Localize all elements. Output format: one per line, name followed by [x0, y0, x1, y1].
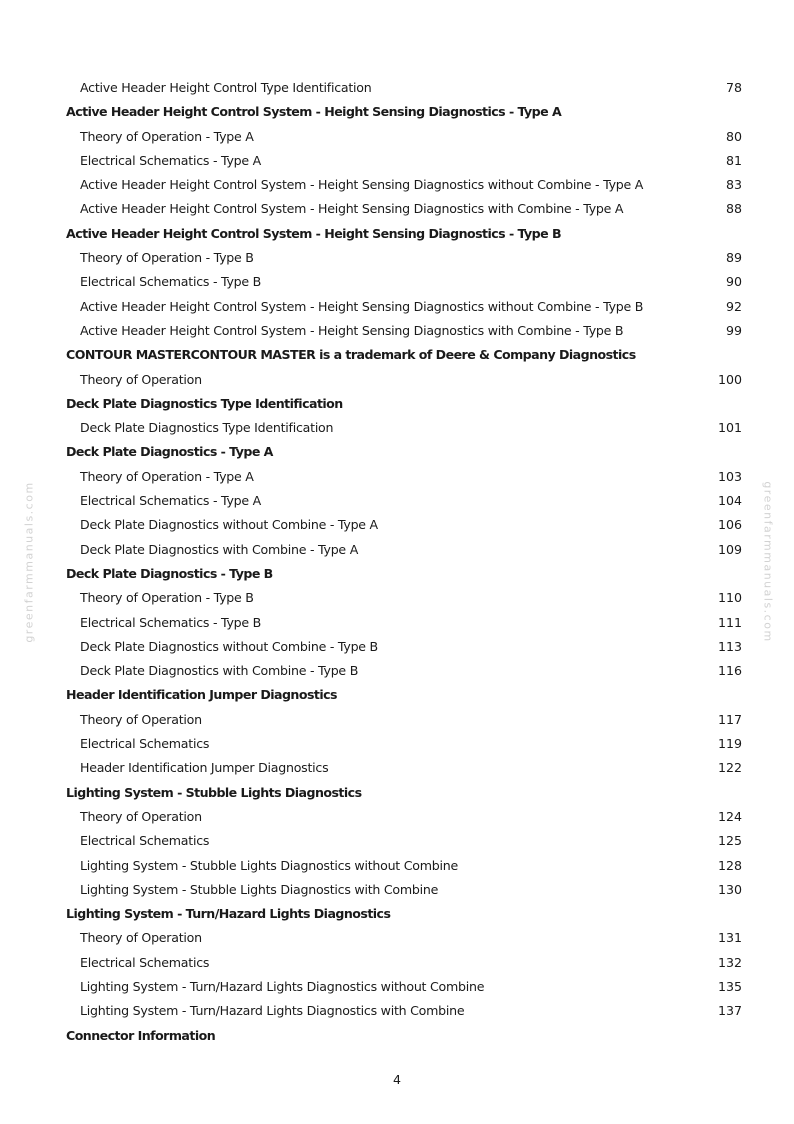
toc-entry[interactable]	[66, 125, 742, 149]
toc-title: Deck Plate Diagnostics Type Identification	[66, 395, 343, 411]
toc-title: Electrical Schematics	[80, 736, 210, 752]
toc-title: Active Header Height Control Type Identification	[80, 80, 372, 95]
toc-title: Lighting System - Turn/Hazard Lights Diagnostics	[66, 906, 391, 922]
toc-page-number: 119	[717, 736, 742, 752]
toc-title: Deck Plate Diagnostics - Type B	[66, 565, 273, 581]
toc-title: Electrical Schematics	[80, 954, 210, 970]
toc-page-number: 83	[725, 177, 742, 193]
toc-title: Theory of Operation	[80, 371, 202, 387]
toc-title: Deck Plate Diagnostics without Combine - Type A	[80, 517, 378, 533]
toc-entry[interactable]	[66, 513, 742, 537]
toc-page-number: 135	[717, 978, 742, 994]
toc-entry[interactable]	[66, 805, 742, 829]
toc-title: Theory of Operation - Type B	[80, 250, 254, 266]
toc-title: Lighting System - Stubble Lights Diagnostics with Combine	[80, 881, 439, 897]
toc-title: Deck Plate Diagnostics with Combine - Type A	[80, 541, 359, 557]
toc-page-number: 90	[725, 274, 742, 290]
toc-entry[interactable]	[66, 975, 742, 999]
toc-entry[interactable]	[66, 246, 742, 270]
watermark-left: greenfarmmanuals.com	[22, 481, 36, 643]
toc-title: Active Header Height Control System - Height Sensing Diagnostics - Type A	[66, 104, 562, 120]
toc-page-number: 109	[717, 541, 742, 557]
toc-page-number: 132	[717, 954, 742, 970]
toc-page-number: 88	[725, 201, 742, 217]
toc-page-number: 130	[717, 881, 742, 897]
toc-title: Deck Plate Diagnostics with Combine - Type B	[80, 663, 359, 679]
toc-entry[interactable]	[66, 878, 742, 902]
toc-title: Deck Plate Diagnostics - Type A	[66, 444, 273, 460]
toc-page-number: 80	[725, 128, 742, 144]
toc-title: Theory of Operation - Type A	[80, 128, 254, 144]
toc-entry[interactable]	[66, 756, 742, 780]
toc-entry[interactable]	[66, 854, 742, 878]
toc-entry[interactable]	[66, 926, 742, 950]
toc-section-heading[interactable]	[66, 1024, 742, 1048]
toc-page-number: 92	[725, 298, 742, 314]
toc-title: Active Header Height Control System - Height Sensing Diagnostics without Combine - Type B	[80, 298, 644, 314]
toc-page-number: 125	[717, 833, 742, 849]
toc-page-number: 81	[725, 152, 742, 168]
toc-page-number: 137	[717, 1003, 742, 1019]
toc-page-number: 111	[717, 614, 742, 630]
toc-entry[interactable]	[66, 635, 742, 659]
toc-page-number: 99	[725, 322, 742, 338]
toc-title: Lighting System - Turn/Hazard Lights Diagnostics with Combine	[80, 1003, 465, 1019]
toc-title: Theory of Operation	[80, 808, 202, 824]
toc-title: Deck Plate Diagnostics without Combine - Type B	[80, 638, 378, 654]
toc-title: Active Header Height Control System - Height Sensing Diagnostics with Combine - Type B	[80, 322, 624, 338]
toc-section-heading[interactable]	[66, 100, 742, 124]
toc-title: CONTOUR MASTERCONTOUR MASTER is a trademark of Deere & Company Diagnostics	[66, 347, 636, 363]
toc-entry[interactable]	[66, 319, 742, 343]
toc-entry[interactable]	[66, 295, 742, 319]
toc-page-number: 131	[717, 930, 742, 946]
toc-entry[interactable]	[66, 489, 742, 513]
toc-title: Header Identification Jumper Diagnostics	[80, 760, 329, 776]
toc-page-number: 89	[725, 250, 742, 266]
toc-entry[interactable]	[66, 149, 742, 173]
toc-title: Deck Plate Diagnostics Type Identification	[80, 420, 334, 436]
toc-section-heading[interactable]	[66, 902, 742, 926]
page-number: 4	[392, 1072, 401, 1087]
watermark-right: greenfarmmanuals.com	[761, 481, 775, 643]
toc-title: Electrical Schematics - Type B	[80, 614, 262, 630]
toc-entry[interactable]	[66, 197, 742, 221]
toc-title: Theory of Operation - Type A	[80, 468, 254, 484]
toc-entry[interactable]	[66, 732, 742, 756]
toc-section-heading[interactable]	[66, 781, 742, 805]
toc-page-number: 110	[717, 590, 742, 606]
table-of-contents	[66, 76, 742, 1048]
toc-page-number: 100	[717, 371, 742, 387]
toc-entry[interactable]	[66, 173, 742, 197]
toc-entry[interactable]	[66, 270, 742, 294]
toc-entry[interactable]	[66, 586, 742, 610]
toc-title: Electrical Schematics	[80, 833, 210, 849]
toc-title: Theory of Operation	[80, 711, 202, 727]
toc-entry[interactable]	[66, 829, 742, 853]
toc-title: Lighting System - Stubble Lights Diagnostics	[66, 784, 362, 800]
toc-entry[interactable]	[66, 76, 742, 100]
toc-title: Active Header Height Control System - Height Sensing Diagnostics without Combine - Type A	[80, 177, 644, 193]
toc-page-number: 124	[717, 808, 742, 824]
toc-page-number: 106	[717, 517, 742, 533]
toc-page-number: 117	[717, 711, 742, 727]
toc-page-number: 78	[725, 80, 742, 95]
toc-page-number: 128	[717, 857, 742, 873]
toc-entry[interactable]	[66, 951, 742, 975]
toc-entry[interactable]	[66, 416, 742, 440]
toc-entry[interactable]	[66, 611, 742, 635]
toc-page-number: 113	[717, 638, 742, 654]
toc-title: Electrical Schematics - Type B	[80, 274, 262, 290]
toc-title: Electrical Schematics - Type A	[80, 493, 262, 509]
toc-entry[interactable]	[66, 708, 742, 732]
toc-section-heading[interactable]	[66, 440, 742, 464]
toc-title: Connector Information	[66, 1027, 216, 1043]
toc-entry[interactable]	[66, 538, 742, 562]
toc-section-heading[interactable]	[66, 222, 742, 246]
toc-section-heading[interactable]	[66, 683, 742, 707]
toc-section-heading[interactable]	[66, 392, 742, 416]
toc-title: Lighting System - Stubble Lights Diagnostics without Combine	[80, 857, 458, 873]
toc-title: Active Header Height Control System - Height Sensing Diagnostics with Combine - Type A	[80, 201, 624, 217]
toc-entry[interactable]	[66, 659, 742, 683]
toc-section-heading[interactable]	[66, 562, 742, 586]
toc-title: Electrical Schematics - Type A	[80, 152, 262, 168]
toc-title: Header Identification Jumper Diagnostics	[66, 687, 337, 703]
toc-page-number: 103	[717, 468, 742, 484]
toc-section-heading[interactable]	[66, 343, 742, 367]
toc-entry[interactable]	[66, 999, 742, 1023]
toc-title: Lighting System - Turn/Hazard Lights Diagnostics without Combine	[80, 978, 485, 994]
toc-page-number: 116	[717, 663, 742, 679]
toc-title: Theory of Operation	[80, 930, 202, 946]
toc-page-number: 101	[717, 420, 742, 436]
toc-title: Active Header Height Control System - Height Sensing Diagnostics - Type B	[66, 225, 562, 241]
toc-page-number: 122	[717, 760, 742, 776]
toc-entry[interactable]	[66, 465, 742, 489]
toc-page-number: 104	[717, 493, 742, 509]
toc-entry[interactable]	[66, 368, 742, 392]
toc-title: Theory of Operation - Type B	[80, 590, 254, 606]
